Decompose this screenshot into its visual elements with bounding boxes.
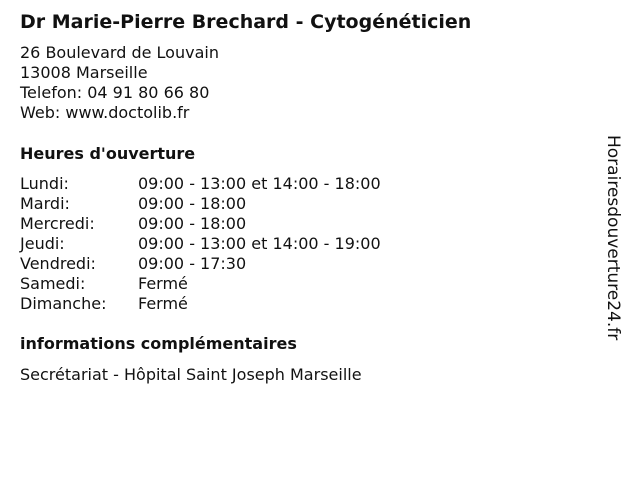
day-label: Vendredi: xyxy=(20,254,96,273)
day-hours: Fermé xyxy=(138,294,188,313)
day-label: Lundi: xyxy=(20,174,69,193)
page-title: Dr Marie-Pierre Brechard - Cytogénéticien xyxy=(20,11,472,33)
website: Web: www.doctolib.fr xyxy=(20,103,190,122)
day-label: Jeudi: xyxy=(20,234,65,253)
day-label: Mardi: xyxy=(20,194,70,213)
contact-block xyxy=(20,43,219,123)
day-label: Mercredi: xyxy=(20,214,95,233)
address-street: 26 Boulevard de Louvain xyxy=(20,43,219,62)
hours-row-thursday xyxy=(20,234,381,254)
day-hours: 09:00 - 17:30 xyxy=(138,254,247,273)
hours-row-sunday xyxy=(20,294,381,314)
opening-hours-table xyxy=(20,174,381,314)
additional-info-text: Secrétariat - Hôpital Saint Joseph Marseille xyxy=(20,365,362,384)
hours-row-friday xyxy=(20,254,381,274)
day-hours: 09:00 - 13:00 et 14:00 - 18:00 xyxy=(138,174,381,193)
additional-info-heading: informations complémentaires xyxy=(20,334,297,353)
hours-row-monday xyxy=(20,174,381,194)
day-label: Dimanche: xyxy=(20,294,107,313)
site-watermark: Horairesdouverture24.fr xyxy=(603,135,623,341)
hours-row-tuesday xyxy=(20,194,381,214)
hours-row-wednesday xyxy=(20,214,381,234)
opening-hours-heading: Heures d'ouverture xyxy=(20,144,196,163)
address-city: 13008 Marseille xyxy=(20,63,148,82)
day-label: Samedi: xyxy=(20,274,86,293)
day-hours: 09:00 - 18:00 xyxy=(138,194,247,213)
phone-number: Telefon: 04 91 80 66 80 xyxy=(20,83,210,102)
day-hours: Fermé xyxy=(138,274,188,293)
day-hours: 09:00 - 18:00 xyxy=(138,214,247,233)
day-hours: 09:00 - 13:00 et 14:00 - 19:00 xyxy=(138,234,381,253)
hours-row-saturday xyxy=(20,274,381,294)
